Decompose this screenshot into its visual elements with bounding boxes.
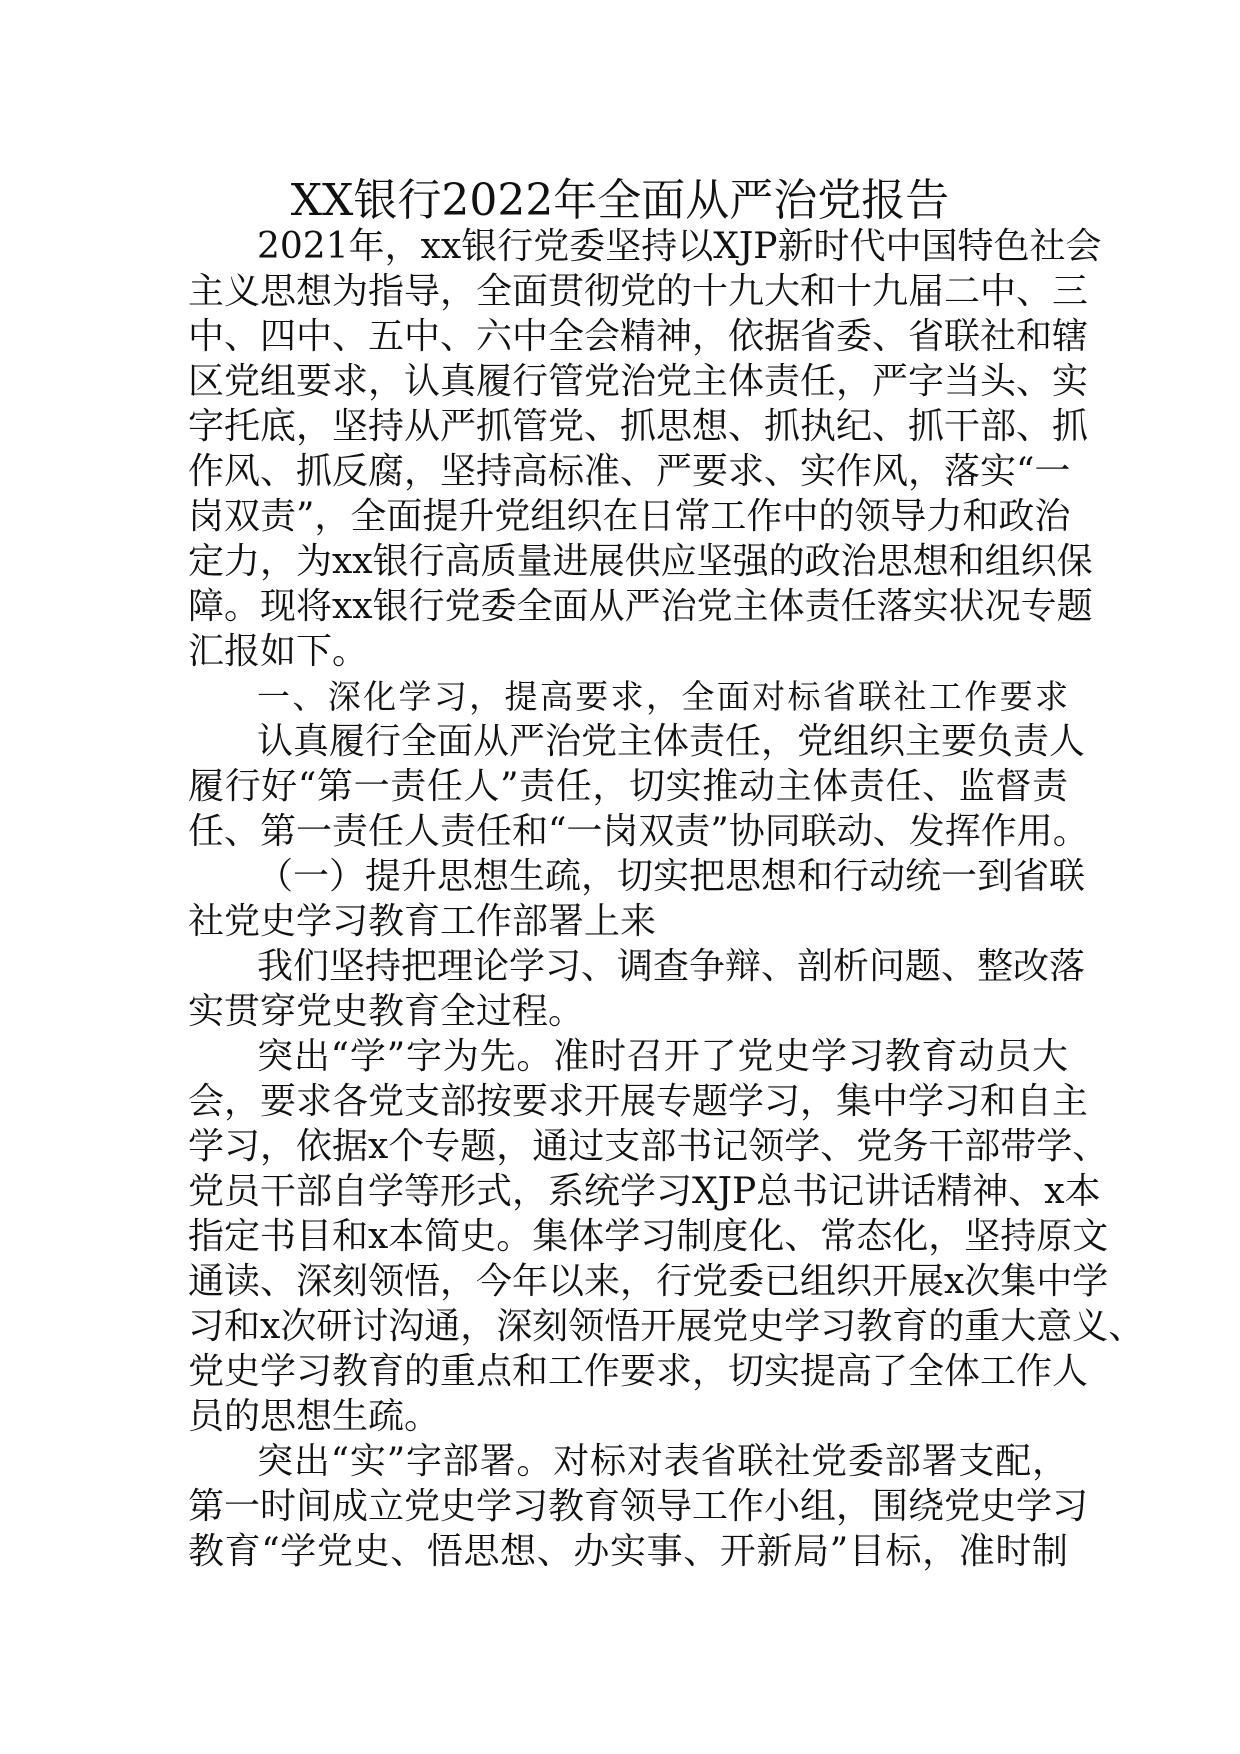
body-line: 任、第一责任人责任和“一岗双责”协同联动、发挥作用。 [188,811,1089,852]
body-line: 教育“学党史、悟思想、办实事、开新局”目标，准时制 [188,1531,1068,1572]
body-line: 实贯穿党史教育全过程。 [188,991,585,1032]
body-line: 障。现将xx银行党委全面从严治党主体责任落实状况专题 [188,586,1093,627]
body-line: 员的思想生疏。 [188,1396,441,1437]
body-line: 2021年，xx银行党委坚持以XJP新时代中国特色社会 [257,226,1102,267]
body-line: 履行好“第一责任人”责任，切实推动主体责任、监督责 [188,766,1068,807]
document-title: XX银行2022年全面从严治党报告 [290,175,950,226]
body-line: 第一时间成立党史学习教育领导工作小组，围绕党史学习 [188,1486,1089,1527]
subsection-heading: 社党史学习教育工作部署上来 [188,901,657,942]
body-line: 区党组要求，认真履行管党治党主体责任，严字当头、实 [188,361,1089,402]
body-line: 通读、深刻领悟，今年以来，行党委已组织开展x次集中学 [188,1261,1109,1302]
body-line: 突出“学”字为先。准时召开了党史学习教育动员大 [257,1036,1068,1077]
section-heading: 一、深化学习，提高要求，全面对标省联社工作要求 [257,677,1068,716]
body-line: 会，要求各党支部按要求开展专题学习，集中学习和自主 [188,1081,1089,1122]
body-line: 主义思想为指导，全面贯彻党的十九大和十九届二中、三 [188,271,1089,312]
body-line: 认真履行全面从严治党主体责任，党组织主要负责人 [257,721,1086,762]
body-line: 我们坚持把理论学习、调查争辩、剖析问题、整改落 [257,946,1086,987]
body-line: 岗双责”，全面提升党组织在日常工作中的领导力和政治 [188,496,1071,537]
body-line: 中、四中、五中、六中全会精神，依据省委、省联社和辖 [188,316,1089,357]
subsection-heading: （一）提升思想生疏，切实把思想和行动统一到省联 [257,856,1086,897]
body-line: 党员干部自学等形式，系统学习XJP总书记讲话精神、x本 [188,1171,1101,1212]
body-line: 汇报如下。 [188,631,369,672]
body-line: 习和x次研讨沟通，深刻领悟开展党史学习教育的重大意义、 [188,1306,1145,1347]
body-line: 指定书目和x本简史。集体学习制度化、常态化，坚持原文 [188,1216,1109,1257]
body-line: 定力，为xx银行高质量进展供应坚强的政治思想和组织保 [188,541,1093,582]
body-line: 学习，依据x个专题，通过支部书记领学、党务干部带学、 [188,1126,1109,1167]
body-line: 突出“实”字部署。对标对表省联社党委部署支配， [257,1441,1068,1482]
body-line: 党史学习教育的重点和工作要求，切实提高了全体工作人 [188,1351,1089,1392]
body-line: 字托底，坚持从严抓管党、抓思想、抓执纪、抓干部、抓 [188,406,1089,447]
body-line: 作风、抓反腐，坚持高标准、严要求、实作风，落实“一 [188,451,1071,492]
